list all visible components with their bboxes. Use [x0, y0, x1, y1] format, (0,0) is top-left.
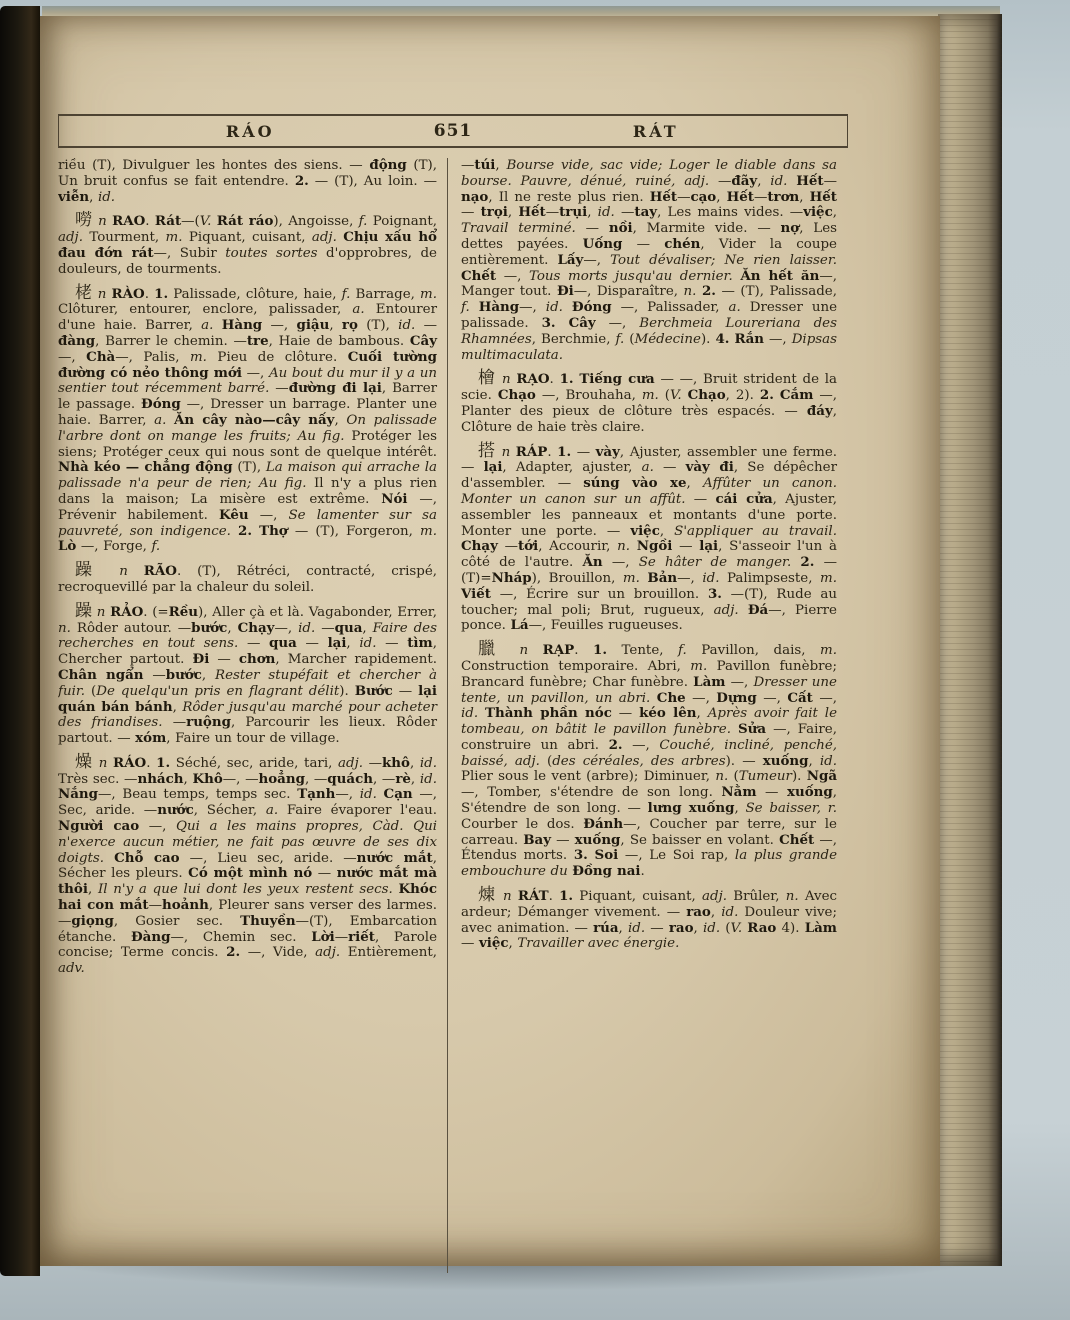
header-word-left: RÁO — [225, 121, 275, 141]
page-side-edges — [938, 14, 1002, 1266]
page-number: 651 — [433, 121, 473, 141]
dictionary-entry: 搭 n RÁP. 1. — vày, Ajuster, assembler une ferme. — lại, Adapter, ajuster, a. — vày đi, Se dépêcher d'assembler. — súng vào xe, Affûter un canon. Monter un canon sur un affût. — cái cửa, Ajuster, assembler les panneaux et montants d'une porte. Monter une porte. — việc, S'appliquer au travail. Chạy —tới, Accourir, n. Ngồi — lại, S'asseoir l'un à côté de l'autre. Ăn —, Se hâter de manger. 2. —(T)=Nháp), Brouillon, m. Bản—, id. Palimpseste, m. Viết —, Écrire sur un brouillon. 3. —(T), Rude au toucher; mal poli; Brut, rugueux, adj. Đá—, Pierre ponce. Lá—, Feuilles rugueuses. — [461, 440, 838, 634]
dictionary-entry: riều (T), Divulguer les hontes des siens. — động (T), Un bruit confus se fait entendre. 2. — (T), Au loin. —viễn, id. — [58, 158, 437, 205]
dictionary-entry: 躁 n RÃO. (T), Rétréci, contracté, crispé, recroquevillé par la chaleur du soleil. — [58, 560, 438, 595]
running-header — [58, 114, 848, 148]
text-columns — [58, 158, 848, 1273]
book-spine — [0, 6, 40, 1276]
dictionary-entry: 臘 n RẠP. 1. Tente, f. Pavillon, dais, m. Construction temporaire. Abri, m. Pavillon funèbre; Brancard funèbre; Char funèbre. Làm —, Dresser une tente, un pavillon, un abri. Che —, Dựng —, Cất —, id. Thành phần nóc — kéo lên, Après avoir fait le tombeau, on bâtit le pavillon funèbre. Sửa —, Faire, construire un abri. 2. —, Couché, incliné, penché, baissé, adj. (des céréales, des arbres). — xuống, id. Plier sous le vent (arbre); Diminuer, n. (Tumeur). Ngã —, Tomber, s'étendre de son long. Nằm — xuống, S'étendre de son long. — lưng xuống, Se baisser, r. Courber le dos. Đánh—, Coucher par terre, sur le carreau. Bay — xuống, Se baisser en volant. Chết —, Étendus morts. 3. Soi —, Le Soi rap, la plus grande embouchure du Đồng nai. — [461, 639, 838, 880]
dictionary-entry: 嘮 n RAO. Rát—(V. Rát ráo), Angoisse, f. Poignant, adj. Tourment, m. Piquant, cuisant, adj. Chịu xấu hổ đau đớn rát—, Subir toutes sortes d'opprobres, de douleurs, de tourments. — [58, 210, 437, 277]
dictionary-entry: —túi, Bourse vide, sac vide; Loger le diable dans sa bourse. Pauvre, dénué, ruiné, adj. —đãy, id. Hết—nạo, Il ne reste plus rien. Hết—cạo, Hết—trơn, Hết — trọi, Hết—trụi, id. —tay, Les mains vides. —việc, Travail terminé. — nồi, Marmite vide. — nợ, Les dettes payées. Uống — chén, Vider la coupe entièrement. Lấy—, Tout dévaliser; Ne rien laisser. Chết —, Tous morts jusqu'au dernier. Ăn hết ăn—, Manger tout. Đi—, Disparaître, n. 2. — (T), Palissade, f. Hàng—, id. Đóng —, Palissader, a. Dresser une palissade. 3. Cây —, Berchmeia Loureriana des Rhamnées, Berchmie, f. (Médecine). 4. Rắn —, Dipsas multimaculata. — [461, 158, 838, 363]
dictionary-entry: 栳 n RÀO. 1. Palissade, clôture, haie, f. Barrage, m. Clôturer, entourer, enclore, palissader, a. Entourer d'une haie. Barrer, a. Hàng —, giậu, rọ (T), id. —đàng, Barrer le chemin. —tre, Haie de bambous. Cây—, Chà—, Palis, m. Pieu de clôture. Cuối tường đường có nẻo thông mới —, Au bout du mur il y a un sentier tout récemment barré. —đường đi lại, Barrer le passage. Đóng —, Dresser un barrage. Planter une haie. Barrer, a. Ăn cây nào—cây nấy, On palissade l'arbre dont on mange les fruits; Au fig. Protéger les siens; Protéger ceux qui nous sont de quelque intérêt. Nhà kéo — chẳng động (T), La maison qui arrache la palissade n'a peur de rien; Au fig. Il n'y a plus rien dans la maison; La misère est extrême. Nói —, Prévenir habilement. Kêu —, Se lamenter sur sa pauvreté, son indigence. 2. Thợ — (T), Forgeron, m. Lò —, Forge, f. — [58, 282, 438, 555]
dictionary-page — [40, 16, 940, 1266]
dictionary-entry: 煉 n RÁT. 1. Piquant, cuisant, adj. Brûler, n. Avec ardeur; Démanger vivement. — rao, id. Douleur vive; avec animation. — rúa, id. — rao, id. (V. Rao 4). Làm — việc, Travailler avec énergie. — [461, 885, 837, 952]
book — [0, 6, 1018, 1276]
dictionary-entry: 檜 n RẠO. 1. Tiếng cưa — —, Bruit strident de la scie. Chạo —, Brouhaha, m. (V. Chạo, 2). 2. Cắm —, Planter des pieux de clôture très espacés. — đáy, Clôture de haie très claire. — [461, 368, 838, 435]
dictionary-entry: 躁 n RẢO. (=Rều), Aller çà et là. Vagabonder, Errer, n. Rôder autour. —bước, Chạy—, id. —qua, Faire des recherches en tout sens. — qua — lại, id. — tìm, Chercher partout. Đi — chơn, Marcher rapidement. Chân ngẩn —bước, Rester stupéfait et chercher à fuir. (De quelqu'un pris en flagrant délit). Bước — lại quán bán bánh, Rôder jusqu'au marché pour acheter des friandises. —ruộng, Parcourir les lieux. Rôder partout. — xóm, Faire un tour de village. — [58, 600, 438, 747]
left-column — [58, 158, 447, 1273]
header-word-right: RÁT — [632, 121, 679, 141]
right-column — [448, 158, 837, 1273]
page-content — [58, 114, 848, 1273]
dictionary-entry: 燥 n RÁO. 1. Séché, sec, aride, tari, adj. —khô, id. Très sec. —nhách, Khô—, —hoẳng, —quách, —rè, id. Nắng—, Beau temps, temps sec. Tạnh—, id. Cạn —, Sec, aride. —nước, Sécher, a. Faire évaporer l'eau. Người cao —, Qui a les mains propres, Càd. Qui n'exerce aucun métier, ne fait pas œuvre de ses dix doigts. Chỗ cao —, Lieu sec, aride. —nước mắt, Sécher les pleurs. Có một mình nó — nước mắt mà thôi, Il n'y a que lui dont les yeux restent secs. Khóc hai con mắt—hoảnh, Pleurer sans verser des larmes. —giọng, Gosier sec. Thuyền—(T), Embarcation étanche. Đàng—, Chemin sec. Lời—riết, Parole concise; Terme concis. 2. —, Vide, adj. Entièrement, adv. — [58, 751, 438, 977]
